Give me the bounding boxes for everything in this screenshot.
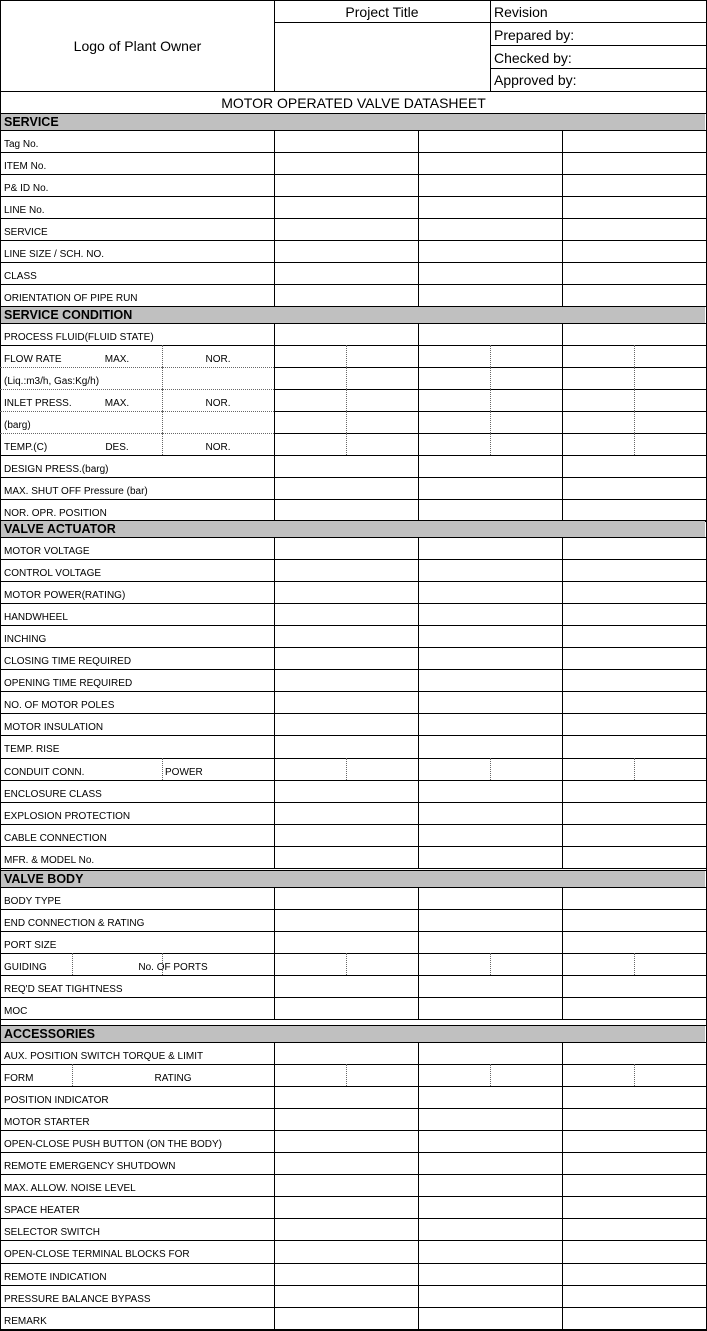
value-cell[interactable] [419, 1307, 561, 1329]
value-cell[interactable] [563, 1196, 705, 1218]
value-cell[interactable] [275, 780, 417, 802]
field-label: EXPLOSION PROTECTION [4, 810, 131, 822]
value-cell[interactable] [563, 758, 705, 780]
value-cell[interactable] [419, 477, 561, 499]
value-cell[interactable] [419, 1174, 561, 1196]
value-cell[interactable] [419, 1240, 561, 1262]
value-cell[interactable] [563, 367, 705, 389]
value-cell[interactable] [563, 780, 705, 802]
value-cell[interactable] [275, 152, 417, 174]
value-cell[interactable] [419, 559, 561, 581]
value-cell[interactable] [275, 669, 417, 691]
value-cell[interactable] [563, 1152, 705, 1174]
rule-line [162, 758, 163, 780]
sub-label: RATING [154, 1073, 192, 1085]
value-cell[interactable] [563, 603, 705, 625]
field-label: MOTOR VOLTAGE [4, 546, 90, 558]
value-cell[interactable] [563, 130, 705, 152]
rule-line [418, 887, 419, 1019]
field-label: FORM [4, 1073, 34, 1085]
value-cell[interactable] [563, 433, 705, 455]
field-label: MOTOR INSULATION [4, 722, 104, 734]
value-cell[interactable] [275, 323, 417, 345]
rule-line [0, 91, 706, 92]
field-label: TEMP.(C) [4, 442, 48, 454]
value-cell[interactable] [563, 581, 705, 603]
value-cell[interactable] [419, 1086, 561, 1108]
value-cell[interactable] [419, 758, 561, 780]
field-label: AUX. POSITION SWITCH TORQUE & LIMIT [4, 1051, 204, 1063]
field-label: PROCESS FLUID(FLUID STATE) [4, 332, 154, 344]
rule-line [162, 389, 163, 411]
sub-label: No. OF PORTS [138, 962, 208, 974]
rule-line [162, 433, 163, 455]
value-cell[interactable] [563, 1307, 705, 1329]
value-cell[interactable] [563, 1174, 705, 1196]
field-label: MOTOR STARTER [4, 1117, 90, 1129]
field-label: OPEN-CLOSE TERMINAL BLOCKS FOR [4, 1249, 190, 1261]
checked-by-label: Checked by: [494, 49, 572, 66]
value-cell[interactable] [419, 1108, 561, 1130]
value-cell[interactable] [563, 713, 705, 735]
rule-line [72, 953, 73, 975]
value-cell[interactable] [419, 433, 561, 455]
value-cell[interactable] [275, 1108, 417, 1130]
value-cell[interactable] [419, 647, 561, 669]
value-cell[interactable] [419, 1263, 561, 1285]
value-cell[interactable] [419, 975, 561, 997]
value-cell[interactable] [275, 1086, 417, 1108]
field-label: CLOSING TIME REQUIRED [4, 656, 132, 668]
sub-label: NOR. [205, 398, 231, 410]
field-label: POSITION INDICATOR [4, 1095, 109, 1107]
value-cell[interactable] [563, 218, 705, 240]
value-cell[interactable] [563, 975, 705, 997]
value-cell[interactable] [563, 262, 705, 284]
value-cell[interactable] [563, 174, 705, 196]
field-label: CONDUIT CONN. [4, 766, 85, 778]
value-cell[interactable] [563, 559, 705, 581]
value-cell[interactable] [563, 824, 705, 846]
field-label: ENCLOSURE CLASS [4, 788, 102, 800]
value-cell[interactable] [275, 647, 417, 669]
value-cell[interactable] [419, 218, 561, 240]
value-cell[interactable] [275, 433, 417, 455]
value-cell[interactable] [275, 802, 417, 824]
value-cell[interactable] [275, 1174, 417, 1196]
value-cell[interactable] [275, 477, 417, 499]
value-cell[interactable] [419, 240, 561, 262]
sub-label: MAX. [104, 354, 130, 366]
value-cell[interactable] [275, 499, 417, 521]
field-label: REMOTE EMERGENCY SHUTDOWN [4, 1161, 176, 1173]
value-cell[interactable] [563, 537, 705, 559]
value-cell[interactable] [275, 997, 417, 1019]
field-label: (barg) [4, 420, 31, 432]
value-cell[interactable] [275, 1130, 417, 1152]
value-cell[interactable] [275, 284, 417, 306]
field-label: INCHING [4, 634, 47, 646]
value-cell[interactable] [563, 802, 705, 824]
field-label: LINE SIZE / SCH. NO. [4, 249, 105, 261]
sub-label: NOR. [205, 442, 231, 454]
value-cell[interactable] [275, 1064, 417, 1086]
value-cell[interactable] [419, 909, 561, 931]
value-cell[interactable] [419, 953, 561, 975]
rule-line [274, 323, 275, 521]
value-cell[interactable] [563, 909, 705, 931]
value-cell[interactable] [563, 997, 705, 1019]
rule-line [0, 1329, 706, 1330]
value-cell[interactable] [419, 152, 561, 174]
value-cell[interactable] [419, 174, 561, 196]
field-label: P& ID No. [4, 183, 49, 195]
rule-line [0, 1019, 706, 1020]
field-label: REQ'D SEAT TIGHTNESS [4, 984, 123, 996]
value-cell[interactable] [563, 1086, 705, 1108]
value-cell[interactable] [419, 997, 561, 1019]
field-label: GUIDING [4, 962, 47, 974]
value-cell[interactable] [419, 1064, 561, 1086]
value-cell[interactable] [419, 1196, 561, 1218]
revision-label: Revision [494, 4, 548, 20]
value-cell[interactable] [563, 196, 705, 218]
field-label: CONTROL VOLTAGE [4, 568, 102, 580]
rule-line [274, 130, 275, 306]
value-cell[interactable] [563, 887, 705, 909]
value-cell[interactable] [275, 1285, 417, 1307]
sub-label: MAX. [104, 398, 130, 410]
sub-label [162, 411, 274, 433]
value-cell[interactable] [275, 625, 417, 647]
value-cell[interactable] [275, 174, 417, 196]
value-cell[interactable] [419, 284, 561, 306]
sub-label [72, 411, 162, 433]
logo-placeholder: Logo of Plant Owner [73, 38, 202, 54]
field-label: SPACE HEATER [4, 1205, 80, 1217]
value-cell[interactable] [419, 625, 561, 647]
project-title: Project Title [345, 4, 419, 20]
rule-line [490, 68, 706, 69]
value-cell[interactable] [419, 931, 561, 953]
field-label: SELECTOR SWITCH [4, 1227, 100, 1239]
rule-line [274, 887, 275, 1019]
value-cell[interactable] [419, 262, 561, 284]
value-cell[interactable] [419, 323, 561, 345]
field-label: PRESSURE BALANCE BYPASS [4, 1293, 151, 1305]
rule-line [418, 130, 419, 306]
value-cell[interactable] [419, 499, 561, 521]
rule-line [562, 1042, 563, 1329]
value-cell[interactable] [275, 1263, 417, 1285]
field-label: REMOTE INDICATION [4, 1271, 107, 1283]
value-cell[interactable] [563, 1285, 705, 1307]
value-cell[interactable] [275, 130, 417, 152]
field-label: MOC [4, 1006, 28, 1018]
value-cell[interactable] [275, 411, 417, 433]
value-cell[interactable] [563, 284, 705, 306]
value-cell[interactable] [275, 1152, 417, 1174]
rule-line [562, 323, 563, 521]
value-cell[interactable] [419, 130, 561, 152]
value-cell[interactable] [419, 1042, 561, 1064]
value-cell[interactable] [419, 1152, 561, 1174]
field-label: Tag No. [4, 139, 39, 151]
field-label: OPENING TIME REQUIRED [4, 678, 133, 690]
rule-line [274, 0, 275, 91]
value-cell[interactable] [419, 713, 561, 735]
rule-line [162, 345, 163, 367]
value-cell[interactable] [563, 1108, 705, 1130]
sub-label [72, 367, 162, 389]
value-cell[interactable] [563, 345, 705, 367]
field-label: SERVICE [4, 227, 48, 239]
value-cell[interactable] [563, 389, 705, 411]
rule-line [562, 887, 563, 1019]
field-label: NOR. OPR. POSITION [4, 508, 107, 520]
value-cell[interactable] [563, 669, 705, 691]
rule-line [72, 1064, 73, 1086]
value-cell[interactable] [275, 691, 417, 713]
value-cell[interactable] [275, 455, 417, 477]
field-label: TEMP. RISE [4, 744, 60, 756]
value-cell[interactable] [563, 1240, 705, 1262]
field-label: HANDWHEEL [4, 612, 68, 624]
field-label: MFR. & MODEL No. [4, 854, 95, 866]
value-cell[interactable] [419, 691, 561, 713]
value-cell[interactable] [275, 1042, 417, 1064]
value-cell[interactable] [275, 909, 417, 931]
value-cell[interactable] [275, 975, 417, 997]
value-cell[interactable] [563, 846, 705, 868]
value-cell[interactable] [563, 1263, 705, 1285]
value-cell[interactable] [563, 735, 705, 757]
field-label: MAX. SHUT OFF Pressure (bar) [4, 486, 148, 498]
field-label: ITEM No. [4, 161, 47, 173]
value-cell[interactable] [563, 1042, 705, 1064]
value-cell[interactable] [419, 455, 561, 477]
rule-line [490, 45, 706, 46]
value-cell[interactable] [563, 499, 705, 521]
value-cell[interactable] [275, 218, 417, 240]
value-cell[interactable] [275, 846, 417, 868]
field-label: END CONNECTION & RATING [4, 918, 145, 930]
value-cell[interactable] [275, 953, 417, 975]
rule-line [274, 22, 706, 23]
value-cell[interactable] [275, 931, 417, 953]
section-header: SERVICE [1, 114, 705, 130]
value-cell[interactable] [419, 735, 561, 757]
value-cell[interactable] [419, 603, 561, 625]
value-cell[interactable] [563, 931, 705, 953]
approved-by-label: Approved by: [494, 72, 577, 88]
value-cell[interactable] [275, 581, 417, 603]
value-cell[interactable] [563, 323, 705, 345]
field-label: LINE No. [4, 205, 45, 217]
value-cell[interactable] [275, 735, 417, 757]
value-cell[interactable] [419, 345, 561, 367]
rule-line [418, 1042, 419, 1329]
document-title: MOTOR OPERATED VALVE DATASHEET [221, 94, 486, 111]
value-cell[interactable] [275, 537, 417, 559]
field-label: FLOW RATE [4, 354, 62, 366]
value-cell[interactable] [419, 537, 561, 559]
field-label: MAX. ALLOW. NOISE LEVEL [4, 1183, 136, 1195]
value-cell[interactable] [419, 389, 561, 411]
value-cell[interactable] [563, 1130, 705, 1152]
value-cell[interactable] [563, 691, 705, 713]
value-cell[interactable] [275, 196, 417, 218]
rule-line [274, 1042, 275, 1329]
value-cell[interactable] [563, 1064, 705, 1086]
value-cell[interactable] [419, 669, 561, 691]
field-label: DESIGN PRESS.(barg) [4, 464, 109, 476]
rule-line [162, 411, 163, 433]
value-cell[interactable] [275, 1218, 417, 1240]
value-cell[interactable] [419, 581, 561, 603]
rule-line [162, 367, 163, 389]
field-label: BODY TYPE [4, 896, 61, 908]
value-cell[interactable] [419, 846, 561, 868]
value-cell[interactable] [563, 152, 705, 174]
value-cell[interactable] [419, 802, 561, 824]
value-cell[interactable] [419, 780, 561, 802]
value-cell[interactable] [275, 603, 417, 625]
rule-line [562, 130, 563, 306]
value-cell[interactable] [419, 1285, 561, 1307]
value-cell[interactable] [563, 953, 705, 975]
value-cell[interactable] [563, 647, 705, 669]
sub-label: DES. [105, 442, 129, 454]
field-label: OPEN-CLOSE PUSH BUTTON (ON THE BODY) [4, 1139, 222, 1151]
value-cell[interactable] [419, 1218, 561, 1240]
rule-line [0, 0, 707, 1]
section-header: VALVE BODY [1, 871, 705, 887]
value-cell[interactable] [275, 389, 417, 411]
value-cell[interactable] [563, 455, 705, 477]
value-cell[interactable] [419, 196, 561, 218]
field-label: CABLE CONNECTION [4, 832, 107, 844]
value-cell[interactable] [419, 1130, 561, 1152]
value-cell[interactable] [275, 713, 417, 735]
value-cell[interactable] [275, 262, 417, 284]
rule-line [0, 868, 706, 869]
sub-label [162, 367, 274, 389]
section-header: ACCESSORIES [1, 1026, 705, 1042]
rule-line [162, 953, 163, 975]
value-cell[interactable] [275, 559, 417, 581]
rule-line [418, 537, 419, 868]
value-cell[interactable] [419, 367, 561, 389]
value-cell[interactable] [563, 411, 705, 433]
value-cell[interactable] [275, 345, 417, 367]
value-cell[interactable] [563, 240, 705, 262]
section-header: VALVE ACTUATOR [1, 521, 705, 537]
field-label: (Liq.:m3/h, Gas:Kg/h) [4, 376, 100, 388]
field-label: INLET PRESS. [4, 398, 72, 410]
value-cell[interactable] [275, 1240, 417, 1262]
value-cell[interactable] [563, 1218, 705, 1240]
value-cell[interactable] [275, 1307, 417, 1329]
rule-line [418, 323, 419, 521]
value-cell[interactable] [275, 367, 417, 389]
value-cell[interactable] [275, 887, 417, 909]
section-header: SERVICE CONDITION [1, 307, 705, 323]
value-cell[interactable] [275, 240, 417, 262]
field-label: PORT SIZE [4, 940, 57, 952]
field-label: ORIENTATION OF PIPE RUN [4, 293, 138, 305]
value-cell[interactable] [419, 411, 561, 433]
field-label: NO. OF MOTOR POLES [4, 700, 115, 712]
rule-line [274, 537, 275, 868]
rule-line [562, 537, 563, 868]
sub-label: NOR. [205, 354, 231, 366]
value-cell[interactable] [419, 887, 561, 909]
value-cell[interactable] [275, 758, 417, 780]
value-cell[interactable] [275, 824, 417, 846]
value-cell[interactable] [275, 1196, 417, 1218]
field-label: CLASS [4, 271, 37, 283]
field-label: REMARK [4, 1315, 47, 1327]
field-label: MOTOR POWER(RATING) [4, 590, 126, 602]
value-cell[interactable] [563, 625, 705, 647]
value-cell[interactable] [563, 477, 705, 499]
value-cell[interactable] [419, 824, 561, 846]
prepared-by-label: Prepared by: [494, 26, 575, 43]
sub-label: POWER [165, 766, 203, 778]
